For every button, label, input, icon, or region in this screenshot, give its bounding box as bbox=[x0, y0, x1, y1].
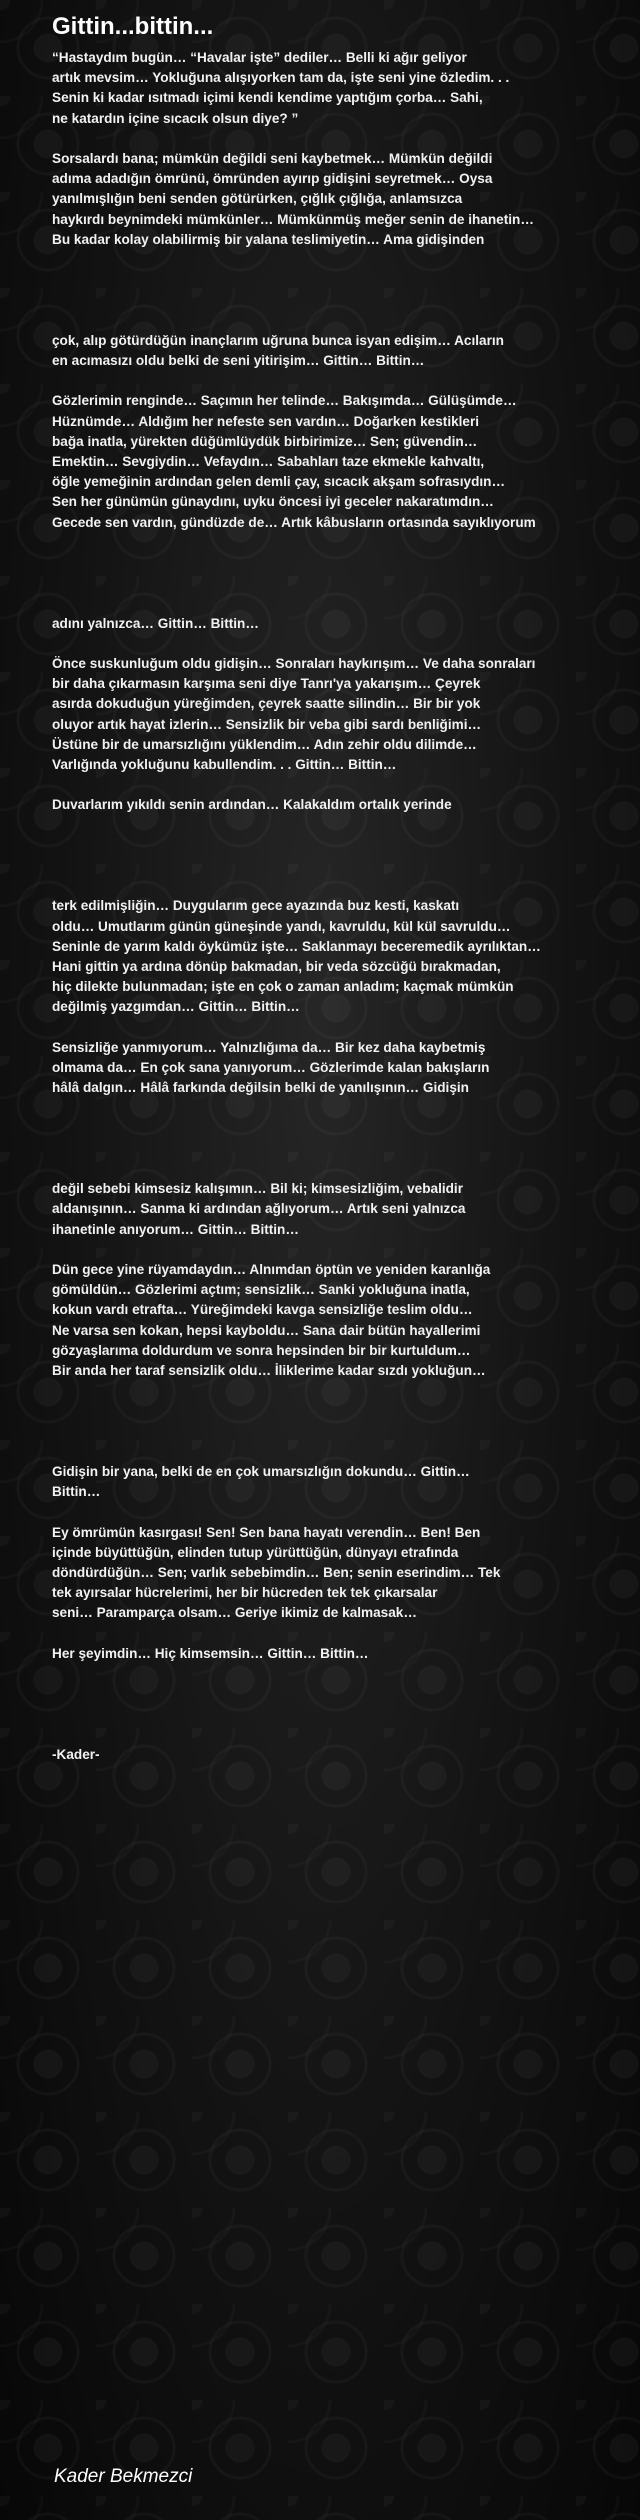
poem-line: Hani gittin ya ardına dönüp bakmadan, bir veda sözcüğü bırakmadan, bbox=[52, 959, 501, 974]
poem-line: Sen her günümün günaydını, uyku öncesi iyi geceler nakaratımdın… bbox=[52, 494, 494, 510]
poem-line: oluyor artık hayat izlerin… Sensizlik bir veba gibi sardı benliğimi… bbox=[52, 716, 482, 732]
poem-line: hâlâ dalgın… Hâlâ farkında değilsin belki de yanılışının… Gidişin bbox=[52, 1080, 469, 1096]
poem-line: terk edilmişliğin… Duygularım gece ayazında buz kesti, kaskatı bbox=[52, 898, 460, 914]
poem-line: gömüldün… Gözlerimi açtım; sensizlik… Sanki yokluğuna inatla, bbox=[52, 1282, 470, 1298]
poem-line: ihanetinle anıyorum… Gittin… Bittin… bbox=[52, 1221, 299, 1237]
poem-line: asırda dokuduğun yüreğimden, çeyrek saatte silindin… Bir bir yok bbox=[52, 696, 481, 712]
poem-line: Emektin… Sevgiydin… Vefaydın… Sabahları taze ekmekle kahvaltı, bbox=[52, 454, 485, 469]
poem-line: Bir anda her taraf sensizlik oldu… İliklerime kadar sızdı yokluğun… bbox=[52, 1363, 486, 1378]
poem-line: Her şeyimdin… Hiç kimsemsin… Gittin… Bittin… bbox=[52, 1645, 369, 1661]
poem-line: “Hastaydım bugün… “Havalar işte” dediler… Belli ki ağır geliyor bbox=[52, 50, 467, 65]
poem-line: seni… Paramparça olsam… Geriye ikimiz de kalmasak… bbox=[52, 1605, 417, 1621]
poem-line: Bu kadar kolay olabilirmiş bir yalana teslimiyetin… Ama gidişinden bbox=[52, 231, 485, 247]
poem-line: Ey ömrümün kasırgası! Sen! Sen bana hayatı verendin… Ben! Ben bbox=[52, 1524, 481, 1540]
poem-line: Varlığında yokluğunu kabullendim. . . Gittin… Bittin… bbox=[52, 757, 397, 772]
poem-line: çok, alıp götürdüğün inançlarım uğruna bunca isyan edişim… Acıların bbox=[52, 332, 504, 348]
poem-line: Senin ki kadar ısıtmadı içimi kendi kendime yaptığım çorba… Sahi, bbox=[52, 90, 483, 106]
poem-line: oldu… Umutlarım günün güneşinde yandı, kavruldu, kül kül savruldu… bbox=[52, 918, 511, 934]
poem-line: adını yalnızca… Gittin… Bittin… bbox=[52, 615, 259, 631]
poem-line: ne katardın içine sıcacık olsun diye? ” bbox=[52, 110, 299, 126]
poem-line: -Kader- bbox=[52, 1746, 100, 1762]
poem-line: Hüznümde… Aldığım her nefeste sen vardın… Doğarken kestikleri bbox=[52, 413, 480, 429]
poem-line: adıma adadığın ömrünü, ömründen ayırıp gidişini seyretmek… Oysa bbox=[52, 171, 493, 187]
poem-line: döndürdüğün… Sen; varlık sebebimdin… Ben; senin eserindim… Tek bbox=[52, 1565, 501, 1580]
poem-line: Gecede sen vardın, gündüzde de… Artık kâbusların ortasında sayıklıyorum bbox=[52, 514, 536, 530]
poem-line: Duvarlarım yıkıldı senin ardından… Kalakaldım ortalık yerinde bbox=[52, 797, 452, 813]
poem-line: aldanışının… Sanma ki ardından ağlıyorum… Artık seni yalnızca bbox=[52, 1201, 466, 1217]
poem-line: kokun vardı etrafta… Yüreğimdeki kavga sensizliğe teslim oldu… bbox=[52, 1302, 473, 1318]
poem-line: değilmiş yazgımdan… Gittin… Bittin… bbox=[52, 999, 300, 1015]
poem-line: Seninle de yarım kaldı öykümüz işte… Saklanmayı beceremedik ayrılıktan… bbox=[52, 938, 541, 954]
poem-line: artık mevsim… Yokluğuna alışıyorken tam da, işte seni yine özledim. . . bbox=[52, 70, 510, 86]
poem-line: öğle yemeğinin ardından gelen demli çay, sıcacık akşam sofrasıydın… bbox=[52, 474, 506, 490]
poem-line: tek ayırsalar hücrelerimi, her bir hücreden tek tek çıkarsalar bbox=[52, 1585, 438, 1601]
poem-line: Ne varsa sen kokan, hepsi kayboldu… Sana dair bütün hayallerimi bbox=[52, 1322, 481, 1338]
poem-line: içinde büyüttüğün, elinden tutup yürüttüğün, dünyayı etrafında bbox=[52, 1544, 459, 1560]
poem-line: Önce suskunluğum oldu gidişin… Sonraları haykırışım… Ve daha sonraları bbox=[52, 656, 536, 671]
poem-line: yanılmışlığın beni senden götürürken, çığlık çığlığa, anlamsızca bbox=[52, 191, 463, 207]
poem-line: Üstüne bir de umarsızlığını yüklendim… Adın zehir oldu dilimde… bbox=[52, 736, 477, 752]
poem-line: gözyaşlarıma doldurdum ve sonra hepsinden bir bir kurtuldum… bbox=[52, 1342, 471, 1358]
poem-line: haykırdı beynimdeki mümkünler… Mümkünmüş meğer senin de ihanetin… bbox=[52, 211, 534, 227]
poem-line: değil sebebi kimsesiz kalışımın… Bil ki; kimsesizliğim, vebalidir bbox=[52, 1181, 463, 1197]
poem-line: en acımasızı oldu belki de seni yitirişim… Gittin… Bittin… bbox=[52, 353, 425, 368]
poem-line: bağa inatla, yürekten düğümlüydük birbirimize… Sen; güvendin… bbox=[52, 433, 478, 449]
poem-title: Gittin...bittin... bbox=[52, 13, 214, 40]
poem-line: bir daha çıkarmasın karşıma seni diye Tanrı'ya yakarışım… Çeyrek bbox=[52, 676, 481, 692]
poem-line: Bittin… bbox=[52, 1484, 101, 1500]
poem-line: Sensizliğe yanmıyorum… Yalnızlığıma da… Bir kez daha kaybetmiş bbox=[52, 1039, 486, 1055]
poem-line: olmama da… En çok sana yanıyorum… Gözlerimde kalan bakışların bbox=[52, 1060, 490, 1075]
poem-line: Gidişin bir yana, belki de en çok umarsızlığın dokundu… Gittin… bbox=[52, 1464, 470, 1479]
poem-line: hiç dilekte bulunmadan; işte en çok o zaman anladım; kaçmak mümkün bbox=[52, 979, 514, 995]
poem-line: Dün gece yine rüyamdaydın… Alnımdan öptün ve yeniden karanlığa bbox=[52, 1262, 491, 1277]
author-signature: Kader Bekmezci bbox=[54, 2466, 193, 2487]
poem-line: Sorsalardı bana; mümkün değildi seni kaybetmek… Mümkün değildi bbox=[52, 151, 493, 166]
poem-line: Gözlerimin renginde… Saçımın her telinde… Bakışımda… Gülüşümde… bbox=[52, 393, 517, 409]
